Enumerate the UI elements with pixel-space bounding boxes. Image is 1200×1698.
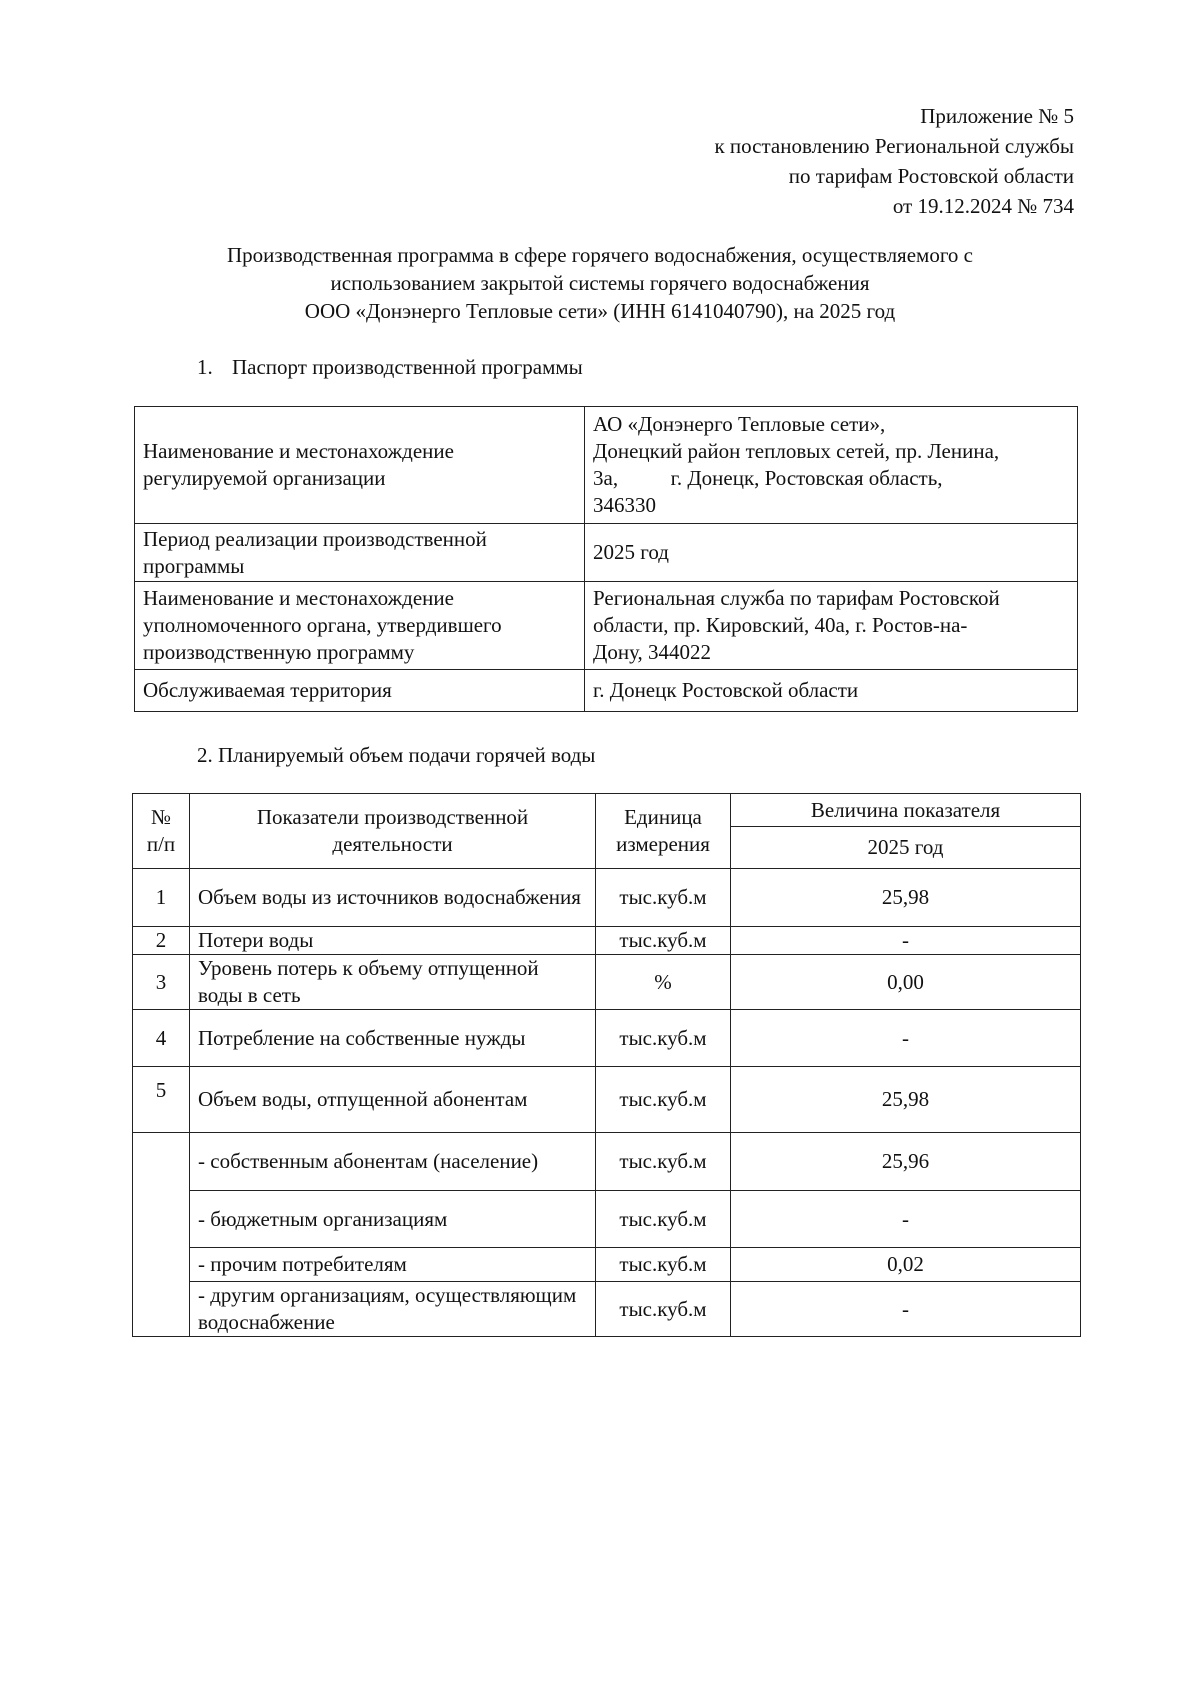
document-title xyxy=(130,241,1070,325)
appendix-date: от 19.12.2024 № 734 xyxy=(892,194,1074,218)
row-unit: тыс.куб.м xyxy=(596,1133,731,1191)
table-row xyxy=(133,1191,1081,1248)
row-indicator: - прочим потребителям xyxy=(190,1248,596,1282)
title-line-1: Производственная программа в сфере горячего водоснабжения, осуществляемого с xyxy=(227,243,973,267)
row-indicator: Потери воды xyxy=(190,927,596,955)
table-row xyxy=(133,1010,1081,1067)
passport-row xyxy=(135,407,1078,524)
row-indicator: Уровень потерь к объему отпущенной воды в сеть xyxy=(190,955,596,1010)
header-indicator: Показатели производственной деятельности xyxy=(190,794,596,869)
section-1-title: Паспорт производственной программы xyxy=(232,355,583,379)
passport-row xyxy=(135,582,1078,670)
section-2-heading: 2. Планируемый объем подачи горячей воды xyxy=(197,743,596,767)
passport-row xyxy=(135,524,1078,582)
value-line: 346330 xyxy=(593,493,656,517)
row-value: 25,98 xyxy=(731,1067,1081,1133)
row-num: 4 xyxy=(133,1010,190,1067)
table-row xyxy=(133,1067,1081,1133)
value-line: области, пр. Кировский, 40а, г. Ростов-на- xyxy=(593,613,968,637)
row-indicator: - другим организациям, осуществляющим водоснабжение xyxy=(190,1282,596,1337)
row-unit: тыс.куб.м xyxy=(596,1191,731,1248)
row-value: 0,02 xyxy=(731,1248,1081,1282)
row-indicator: - собственным абонентам (население) xyxy=(190,1133,596,1191)
row-indicator: - бюджетным организациям xyxy=(190,1191,596,1248)
row-indicator: Объем воды, отпущенной абонентам xyxy=(190,1067,596,1133)
section-1-number: 1. xyxy=(197,355,213,379)
row-unit: тыс.куб.м xyxy=(596,869,731,927)
passport-row xyxy=(135,670,1078,712)
row-unit: тыс.куб.м xyxy=(596,1248,731,1282)
table-row xyxy=(133,1248,1081,1282)
value-line: г. Донецк Ростовской области xyxy=(593,678,859,702)
row-value: 25,96 xyxy=(731,1133,1081,1191)
passport-label: Обслуживаемая территория xyxy=(135,670,585,712)
title-line-2: использованием закрытой системы горячего водоснабжения xyxy=(330,271,870,295)
row-unit: тыс.куб.м xyxy=(596,1067,731,1133)
row-value: - xyxy=(731,927,1081,955)
section-1-heading xyxy=(197,353,583,381)
row-value: - xyxy=(731,1010,1081,1067)
volume-table xyxy=(132,793,1081,1337)
row-indicator: Потребление на собственные нужды xyxy=(190,1010,596,1067)
table-header-row xyxy=(133,794,1081,827)
table-row xyxy=(133,927,1081,955)
header-unit: Единица измерения xyxy=(596,794,731,869)
value-line: АО «Донэнерго Тепловые сети», xyxy=(593,412,886,436)
passport-label: Наименование и местонахождение уполномоченного органа, утвердившего производственную программу xyxy=(135,582,585,670)
row-value: 25,98 xyxy=(731,869,1081,927)
row-num-empty xyxy=(133,1133,190,1337)
appendix-reference: к постановлению Региональной службы xyxy=(714,134,1074,158)
row-value: - xyxy=(731,1191,1081,1248)
row-value: - xyxy=(731,1282,1081,1337)
passport-table xyxy=(134,406,1078,712)
value-line: Дону, 344022 xyxy=(593,640,711,664)
table-row xyxy=(133,1282,1081,1337)
value-line: Региональная служба по тарифам Ростовской xyxy=(593,586,1000,610)
header-value-group: Величина показателя xyxy=(731,794,1081,827)
value-line: 3а, г. Донецк, Ростовская область, xyxy=(593,466,943,490)
header-year: 2025 год xyxy=(731,827,1081,869)
table-row xyxy=(133,1133,1081,1191)
passport-value xyxy=(585,670,1078,712)
passport-label: Период реализации производственной программы xyxy=(135,524,585,582)
title-line-3: ООО «Донэнерго Тепловые сети» (ИНН 6141040790), на 2025 год xyxy=(304,299,896,323)
row-num: 2 xyxy=(133,927,190,955)
row-unit: тыс.куб.м xyxy=(596,1282,731,1337)
row-indicator: Объем воды из источников водоснабжения xyxy=(190,869,596,927)
document-header xyxy=(714,101,1074,221)
row-value: 0,00 xyxy=(731,955,1081,1010)
row-num: 1 xyxy=(133,869,190,927)
row-num: 5 xyxy=(133,1067,190,1133)
value-line: Донецкий район тепловых сетей, пр. Ленина, xyxy=(593,439,1000,463)
row-num: 3 xyxy=(133,955,190,1010)
passport-value xyxy=(585,524,1078,582)
row-unit: тыс.куб.м xyxy=(596,927,731,955)
row-unit: % xyxy=(596,955,731,1010)
table-row xyxy=(133,955,1081,1010)
table-row xyxy=(133,869,1081,927)
header-num: № п/п xyxy=(133,794,190,869)
appendix-number: Приложение № 5 xyxy=(920,104,1074,128)
passport-value xyxy=(585,582,1078,670)
row-unit: тыс.куб.м xyxy=(596,1010,731,1067)
passport-value xyxy=(585,407,1078,524)
passport-label: Наименование и местонахождение регулируемой организации xyxy=(135,407,585,524)
value-line: 2025 год xyxy=(593,540,669,564)
appendix-authority: по тарифам Ростовской области xyxy=(788,164,1074,188)
